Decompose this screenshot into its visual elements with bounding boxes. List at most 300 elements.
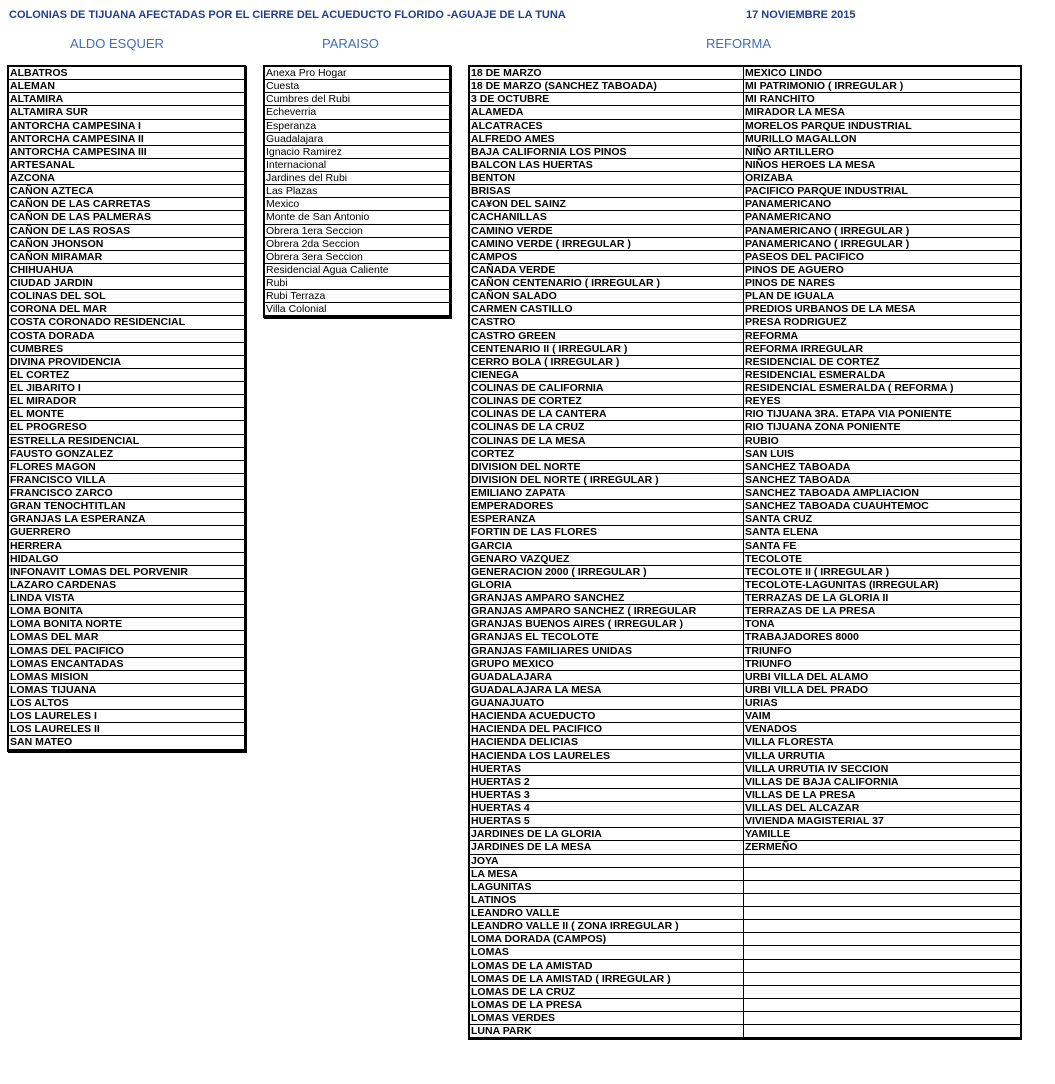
table-row xyxy=(470,553,1020,566)
table-cell-left: EMPERADORES xyxy=(470,500,744,513)
table-row xyxy=(470,330,1020,343)
table-cell-left: CAMINO VERDE ( IRREGULAR ) xyxy=(470,238,744,251)
table-cell-left: CASTRO GREEN xyxy=(470,330,744,343)
table-cell-right: VILLA FLORESTA xyxy=(744,736,1020,749)
list-item: ANTORCHA CAMPESINA II xyxy=(9,133,244,146)
table-cell-left: BENTON xyxy=(470,172,744,185)
table-cell-left: EMILIANO ZAPATA xyxy=(470,487,744,500)
table-row xyxy=(470,1012,1020,1025)
table-row xyxy=(470,421,1020,434)
table-cell-right: MI PATRIMONIO ( IRREGULAR ) xyxy=(744,80,1020,93)
table-row xyxy=(470,579,1020,592)
table-row xyxy=(470,277,1020,290)
table-cell-right: SANCHEZ TABOADA xyxy=(744,474,1020,487)
table-cell-left: CACHANILLAS xyxy=(470,211,744,224)
table-cell-right: VENADOS xyxy=(744,723,1020,736)
table-row xyxy=(470,146,1020,159)
table-cell-right: SANTA FE xyxy=(744,540,1020,553)
list-item: CHIHUAHUA xyxy=(9,264,244,277)
table-cell-right: NIÑO ARTILLERO xyxy=(744,146,1020,159)
table-row xyxy=(470,999,1020,1012)
list-item: CUMBRES xyxy=(9,343,244,356)
table-row xyxy=(470,920,1020,933)
table-cell-left: BAJA CALIFORNIA LOS PINOS xyxy=(470,146,744,159)
table-cell-right: SANCHEZ TABOADA CUAUHTEMOC xyxy=(744,500,1020,513)
table-cell-right: RUBIO xyxy=(744,435,1020,448)
table-cell-left: HACIENDA ACUEDUCTO xyxy=(470,710,744,723)
list-item: CAÑON DE LAS PALMERAS xyxy=(9,211,244,224)
table-row xyxy=(470,802,1020,815)
table-row xyxy=(470,645,1020,658)
list-item: EL JIBARITO I xyxy=(9,382,244,395)
table-cell-right xyxy=(744,999,1020,1012)
table-row xyxy=(470,461,1020,474)
table-cell-left: COLINAS DE CALIFORNIA xyxy=(470,382,744,395)
list-item: Ignacio Ramirez xyxy=(265,146,449,159)
table-cell-right: TECOLOTE-LAGUNITAS (IRREGULAR) xyxy=(744,579,1020,592)
table-cell-left: 18 DE MARZO (SANCHEZ TABOADA) xyxy=(470,80,744,93)
table-cell-right xyxy=(744,986,1020,999)
list-item: LOMA BONITA xyxy=(9,605,244,618)
table-cell-left: LATINOS xyxy=(470,894,744,907)
table-cell-right: RIO TIJUANA 3RA. ETAPA VIA PONIENTE xyxy=(744,408,1020,421)
table-row xyxy=(470,80,1020,93)
table-cell-right: URBI VILLA DEL ALAMO xyxy=(744,671,1020,684)
list-item: LOMAS TIJUANA xyxy=(9,684,244,697)
table-cell-left: CARMEN CASTILLO xyxy=(470,303,744,316)
table-cell-right: REFORMA IRREGULAR xyxy=(744,343,1020,356)
list-item: LOS ALTOS xyxy=(9,697,244,710)
table-cell-left: CASTRO xyxy=(470,316,744,329)
table-cell-right xyxy=(744,933,1020,946)
table-cell-left: JARDINES DE LA MESA xyxy=(470,841,744,854)
table-row xyxy=(470,120,1020,133)
table-cell-right: ZERMEÑO xyxy=(744,841,1020,854)
table-cell-right: URBI VILLA DEL PRADO xyxy=(744,684,1020,697)
list-item: LOMA BONITA NORTE xyxy=(9,618,244,631)
list-item: Mexico xyxy=(265,198,449,211)
list-item: GRANJAS LA ESPERANZA xyxy=(9,513,244,526)
table-cell-right: SAN LUIS xyxy=(744,448,1020,461)
list-item: AZCONA xyxy=(9,172,244,185)
table-cell-right xyxy=(744,1012,1020,1025)
table-cell-left: CAMPOS xyxy=(470,251,744,264)
list-item: Obrera 3era Seccion xyxy=(265,251,449,264)
table-cell-right: PANAMERICANO xyxy=(744,211,1020,224)
table-cell-left: LOMA DORADA (CAMPOS) xyxy=(470,933,744,946)
table-row xyxy=(470,343,1020,356)
document-date: 17 NOVIEMBRE 2015 xyxy=(746,9,856,21)
table-row xyxy=(470,933,1020,946)
table-cell-right: MI RANCHITO xyxy=(744,93,1020,106)
table-cell-left: COLINAS DE LA CANTERA xyxy=(470,408,744,421)
table-row xyxy=(470,684,1020,697)
list-item: COSTA DORADA xyxy=(9,330,244,343)
table-row xyxy=(470,316,1020,329)
table-cell-left: CAÑADA VERDE xyxy=(470,264,744,277)
table-cell-right: SANTA ELENA xyxy=(744,526,1020,539)
table-cell-right: PANAMERICANO ( IRREGULAR ) xyxy=(744,225,1020,238)
table-cell-left: ALAMEDA xyxy=(470,106,744,119)
table-row xyxy=(470,566,1020,579)
table-cell-right: VILLAS DE BAJA CALIFORNIA xyxy=(744,776,1020,789)
table-row xyxy=(470,710,1020,723)
table-cell-right: REYES xyxy=(744,395,1020,408)
table-row xyxy=(470,67,1020,80)
table-cell-right: URIAS xyxy=(744,697,1020,710)
table-cell-right: TRABAJADORES 8000 xyxy=(744,631,1020,644)
table-cell-left: CENTENARIO II ( IRREGULAR ) xyxy=(470,343,744,356)
table-cell-left: DIVISION DEL NORTE ( IRREGULAR ) xyxy=(470,474,744,487)
table-cell-right: SANCHEZ TABOADA xyxy=(744,461,1020,474)
table-row xyxy=(470,356,1020,369)
list-item: ANTORCHA CAMPESINA III xyxy=(9,146,244,159)
list-item: LINDA VISTA xyxy=(9,592,244,605)
list-item: Villa Colonial xyxy=(265,303,449,316)
table-cell-right: VILLA URRUTIA xyxy=(744,750,1020,763)
table-row xyxy=(470,658,1020,671)
table-row xyxy=(470,618,1020,631)
table-cell-left: GRANJAS FAMILIARES UNIDAS xyxy=(470,645,744,658)
table-row xyxy=(470,526,1020,539)
table-row xyxy=(470,894,1020,907)
table-cell-right: VIVIENDA MAGISTERIAL 37 xyxy=(744,815,1020,828)
table-row xyxy=(470,776,1020,789)
table-row xyxy=(470,855,1020,868)
table-cell-right: YAMILLE xyxy=(744,828,1020,841)
list-item: EL PROGRESO xyxy=(9,421,244,434)
list-item: LOMAS ENCANTADAS xyxy=(9,658,244,671)
table-row xyxy=(470,723,1020,736)
list-item: COLINAS DEL SOL xyxy=(9,290,244,303)
table-cell-left: CAÑON SALADO xyxy=(470,290,744,303)
table-cell-right: MIRADOR LA MESA xyxy=(744,106,1020,119)
list-item: LAZARO CARDENAS xyxy=(9,579,244,592)
table-row xyxy=(470,172,1020,185)
table-cell-left: GRANJAS EL TECOLOTE xyxy=(470,631,744,644)
table-cell-left: DIVISION DEL NORTE xyxy=(470,461,744,474)
table-cell-left: HUERTAS 2 xyxy=(470,776,744,789)
table-cell-right xyxy=(744,881,1020,894)
reforma-table xyxy=(468,65,1022,1040)
list-item: LOMAS MISION xyxy=(9,671,244,684)
table-row xyxy=(470,435,1020,448)
table-cell-left: GARCIA xyxy=(470,540,744,553)
table-cell-left: GUANAJUATO xyxy=(470,697,744,710)
table-cell-right: SANTA CRUZ xyxy=(744,513,1020,526)
list-item: HERRERA xyxy=(9,540,244,553)
table-row xyxy=(470,185,1020,198)
table-cell-right: PACIFICO PARQUE INDUSTRIAL xyxy=(744,185,1020,198)
table-cell-right: VILLA URRUTIA IV SECCION xyxy=(744,763,1020,776)
table-cell-right: ORIZABA xyxy=(744,172,1020,185)
table-row xyxy=(470,671,1020,684)
table-cell-left: ALCATRACES xyxy=(470,120,744,133)
list-item: Echeverria xyxy=(265,106,449,119)
table-cell-right: NIÑOS HEROES LA MESA xyxy=(744,159,1020,172)
table-cell-left: CIENEGA xyxy=(470,369,744,382)
table-row xyxy=(470,369,1020,382)
table-row xyxy=(470,395,1020,408)
list-item: LOMAS DEL MAR xyxy=(9,631,244,644)
table-cell-right: PANAMERICANO ( IRREGULAR ) xyxy=(744,238,1020,251)
table-cell-right: PLAN DE IGUALA xyxy=(744,290,1020,303)
list-item: EL CORTEZ xyxy=(9,369,244,382)
table-cell-left: HACIENDA DEL PACIFICO xyxy=(470,723,744,736)
table-row xyxy=(470,408,1020,421)
table-cell-left: 3 DE OCTUBRE xyxy=(470,93,744,106)
table-cell-right xyxy=(744,868,1020,881)
list-item: CAÑON MIRAMAR xyxy=(9,251,244,264)
table-row xyxy=(470,303,1020,316)
table-cell-left: HUERTAS 5 xyxy=(470,815,744,828)
list-item: Cumbres del Rubi xyxy=(265,93,449,106)
table-cell-left: ESPERANZA xyxy=(470,513,744,526)
list-item: HIDALGO xyxy=(9,553,244,566)
table-cell-left: LEANDRO VALLE xyxy=(470,907,744,920)
table-cell-left: GUADALAJARA xyxy=(470,671,744,684)
table-cell-right xyxy=(744,960,1020,973)
list-item: Residencial Agua Caliente xyxy=(265,264,449,277)
list-item: GRAN TENOCHTITLAN xyxy=(9,500,244,513)
list-item: FLORES MAGON xyxy=(9,461,244,474)
table-cell-right: TECOLOTE xyxy=(744,553,1020,566)
table-cell-left: GRANJAS BUENOS AIRES ( IRREGULAR ) xyxy=(470,618,744,631)
table-row xyxy=(470,815,1020,828)
table-row xyxy=(470,448,1020,461)
table-cell-left: LUNA PARK xyxy=(470,1025,744,1038)
table-cell-left: COLINAS DE LA CRUZ xyxy=(470,421,744,434)
list-item: COSTA CORONADO RESIDENCIAL xyxy=(9,316,244,329)
list-item: INFONAVIT LOMAS DEL PORVENIR xyxy=(9,566,244,579)
table-cell-left: HUERTAS xyxy=(470,763,744,776)
table-cell-left: ALFREDO AMES xyxy=(470,133,744,146)
list-item: CORONA DEL MAR xyxy=(9,303,244,316)
table-cell-left: FORTIN DE LAS FLORES xyxy=(470,526,744,539)
table-row xyxy=(470,828,1020,841)
table-cell-left: LOMAS DE LA AMISTAD xyxy=(470,960,744,973)
table-cell-left: BALCON LAS HUERTAS xyxy=(470,159,744,172)
table-cell-left: JARDINES DE LA GLORIA xyxy=(470,828,744,841)
table-cell-left: LEANDRO VALLE II ( ZONA IRREGULAR ) xyxy=(470,920,744,933)
list-item: ALEMAN xyxy=(9,80,244,93)
table-row xyxy=(470,238,1020,251)
table-cell-left: COLINAS DE LA MESA xyxy=(470,435,744,448)
list-item: Monte de San Antonio xyxy=(265,211,449,224)
table-cell-right: RESIDENCIAL DE CORTEZ xyxy=(744,356,1020,369)
list-item: Rubi Terraza xyxy=(265,290,449,303)
table-cell-left: GRANJAS AMPARO SANCHEZ ( IRREGULAR xyxy=(470,605,744,618)
list-item: LOS LAURELES II xyxy=(9,723,244,736)
table-cell-right xyxy=(744,1025,1020,1038)
list-item: Internacional xyxy=(265,159,449,172)
table-cell-right xyxy=(744,907,1020,920)
table-cell-right: TECOLOTE II ( IRREGULAR ) xyxy=(744,566,1020,579)
list-item: DIVINA PROVIDENCIA xyxy=(9,356,244,369)
table-cell-right: PINOS DE NARES xyxy=(744,277,1020,290)
table-cell-right: PRESA RODRIGUEZ xyxy=(744,316,1020,329)
list-item: LOMAS DEL PACIFICO xyxy=(9,645,244,658)
table-row xyxy=(470,106,1020,119)
table-row xyxy=(470,225,1020,238)
table-cell-left: GENARO VAZQUEZ xyxy=(470,553,744,566)
table-cell-left: HACIENDA LOS LAURELES xyxy=(470,750,744,763)
table-cell-right: TONA xyxy=(744,618,1020,631)
table-row xyxy=(470,93,1020,106)
table-cell-right: MORELOS PARQUE INDUSTRIAL xyxy=(744,120,1020,133)
table-cell-right: RESIDENCIAL ESMERALDA xyxy=(744,369,1020,382)
table-cell-right xyxy=(744,920,1020,933)
table-row xyxy=(470,750,1020,763)
table-cell-left: CA¥ON DEL SAINZ xyxy=(470,198,744,211)
table-cell-right: TRIUNFO xyxy=(744,658,1020,671)
table-row xyxy=(470,868,1020,881)
table-cell-right xyxy=(744,855,1020,868)
table-row xyxy=(470,290,1020,303)
table-cell-left: HUERTAS 4 xyxy=(470,802,744,815)
table-row xyxy=(470,631,1020,644)
list-item: CAÑON DE LAS CARRETAS xyxy=(9,198,244,211)
table-cell-right: PREDIOS URBANOS DE LA MESA xyxy=(744,303,1020,316)
table-cell-right: TERRAZAS DE LA PRESA xyxy=(744,605,1020,618)
list-item: ALTAMIRA SUR xyxy=(9,106,244,119)
table-row xyxy=(470,697,1020,710)
table-row xyxy=(470,513,1020,526)
table-cell-right: TRIUNFO xyxy=(744,645,1020,658)
table-row xyxy=(470,382,1020,395)
section-title-reforma: REFORMA xyxy=(706,36,771,51)
table-row xyxy=(470,789,1020,802)
table-row xyxy=(470,986,1020,999)
list-item: Guadalajara xyxy=(265,133,449,146)
list-item: FAUSTO GONZALEZ xyxy=(9,448,244,461)
list-item: EL MIRADOR xyxy=(9,395,244,408)
table-row xyxy=(470,133,1020,146)
list-item: ANTORCHA CAMPESINA I xyxy=(9,120,244,133)
list-item: ALTAMIRA xyxy=(9,93,244,106)
list-item: CAÑON DE LAS ROSAS xyxy=(9,225,244,238)
table-row xyxy=(470,211,1020,224)
table-cell-right: PANAMERICANO xyxy=(744,198,1020,211)
table-row xyxy=(470,973,1020,986)
list-item: FRANCISCO VILLA xyxy=(9,474,244,487)
table-cell-left: COLINAS DE CORTEZ xyxy=(470,395,744,408)
table-row xyxy=(470,251,1020,264)
table-cell-right: RIO TIJUANA ZONA PONIENTE xyxy=(744,421,1020,434)
section-title-paraiso: PARAISO xyxy=(322,36,379,51)
list-item: Anexa Pro Hogar xyxy=(265,67,449,80)
table-cell-left: CERRO BOLA ( IRREGULAR ) xyxy=(470,356,744,369)
table-cell-right: RESIDENCIAL ESMERALDA ( REFORMA ) xyxy=(744,382,1020,395)
list-item: GUERRERO xyxy=(9,526,244,539)
list-item: Rubi xyxy=(265,277,449,290)
list-item: Esperanza xyxy=(265,120,449,133)
aldo-esquer-list xyxy=(7,65,246,752)
table-cell-left: LOMAS DE LA PRESA xyxy=(470,999,744,1012)
table-row xyxy=(470,487,1020,500)
document-title: COLONIAS DE TIJUANA AFECTADAS POR EL CIERRE DEL ACUEDUCTO FLORIDO -AGUAJE DE LA TUNA xyxy=(9,9,566,21)
table-cell-left: CAÑON CENTENARIO ( IRREGULAR ) xyxy=(470,277,744,290)
table-cell-left: LAGUNITAS xyxy=(470,881,744,894)
paraiso-list xyxy=(263,65,451,318)
table-row xyxy=(470,881,1020,894)
table-row xyxy=(470,198,1020,211)
table-cell-right: VILLAS DEL ALCAZAR xyxy=(744,802,1020,815)
list-item: FRANCISCO ZARCO xyxy=(9,487,244,500)
list-item: Obrera 2da Seccion xyxy=(265,238,449,251)
list-item: Obrera 1era Seccion xyxy=(265,225,449,238)
table-cell-left: LOMAS DE LA AMISTAD ( IRREGULAR ) xyxy=(470,973,744,986)
table-cell-right: VILLAS DE LA PRESA xyxy=(744,789,1020,802)
table-row xyxy=(470,763,1020,776)
table-row xyxy=(470,500,1020,513)
table-cell-right: VAIM xyxy=(744,710,1020,723)
table-cell-right: PASEOS DEL PACIFICO xyxy=(744,251,1020,264)
table-cell-right xyxy=(744,894,1020,907)
table-cell-left: LA MESA xyxy=(470,868,744,881)
table-row xyxy=(470,592,1020,605)
table-row xyxy=(470,605,1020,618)
table-cell-left: LOMAS DE LA CRUZ xyxy=(470,986,744,999)
table-row xyxy=(470,264,1020,277)
table-cell-right: REFORMA xyxy=(744,330,1020,343)
list-item: CAÑON JHONSON xyxy=(9,238,244,251)
table-cell-right: SANCHEZ TABOADA AMPLIACION xyxy=(744,487,1020,500)
table-cell-right xyxy=(744,973,1020,986)
section-title-aldo-esquer: ALDO ESQUER xyxy=(70,36,164,51)
table-cell-right: PINOS DE AGUERO xyxy=(744,264,1020,277)
table-cell-left: CORTEZ xyxy=(470,448,744,461)
table-cell-left: CAMINO VERDE xyxy=(470,225,744,238)
table-cell-left: LOMAS VERDES xyxy=(470,1012,744,1025)
list-item: ESTRELLA RESIDENCIAL xyxy=(9,435,244,448)
table-row xyxy=(470,841,1020,854)
list-item: SAN MATEO xyxy=(9,736,244,749)
table-cell-left: GLORIA xyxy=(470,579,744,592)
list-item: ARTESANAL xyxy=(9,159,244,172)
table-row xyxy=(470,1025,1020,1038)
table-cell-left: GENERACION 2000 ( IRREGULAR ) xyxy=(470,566,744,579)
table-cell-left: GUADALAJARA LA MESA xyxy=(470,684,744,697)
table-cell-left: HACIENDA DELICIAS xyxy=(470,736,744,749)
table-row xyxy=(470,960,1020,973)
table-row xyxy=(470,907,1020,920)
table-cell-left: HUERTAS 3 xyxy=(470,789,744,802)
list-item: Cuesta xyxy=(265,80,449,93)
list-item: LOS LAURELES I xyxy=(9,710,244,723)
table-row xyxy=(470,736,1020,749)
table-cell-left: JOYA xyxy=(470,855,744,868)
table-row xyxy=(470,540,1020,553)
table-cell-right xyxy=(744,946,1020,959)
table-cell-left: GRANJAS AMPARO SANCHEZ xyxy=(470,592,744,605)
table-row xyxy=(470,159,1020,172)
table-cell-right: MEXICO LINDO xyxy=(744,67,1020,80)
list-item: ALBATROS xyxy=(9,67,244,80)
list-item: Jardines del Rubi xyxy=(265,172,449,185)
list-item: Las Plazas xyxy=(265,185,449,198)
table-row xyxy=(470,474,1020,487)
table-cell-left: GRUPO MEXICO xyxy=(470,658,744,671)
table-cell-left: 18 DE MARZO xyxy=(470,67,744,80)
table-cell-right: MURILLO MAGALLON xyxy=(744,133,1020,146)
table-cell-left: LOMAS xyxy=(470,946,744,959)
table-cell-left: BRISAS xyxy=(470,185,744,198)
list-item: EL MONTE xyxy=(9,408,244,421)
table-row xyxy=(470,946,1020,959)
list-item: CAÑON AZTECA xyxy=(9,185,244,198)
table-cell-right: TERRAZAS DE LA GLORIA II xyxy=(744,592,1020,605)
